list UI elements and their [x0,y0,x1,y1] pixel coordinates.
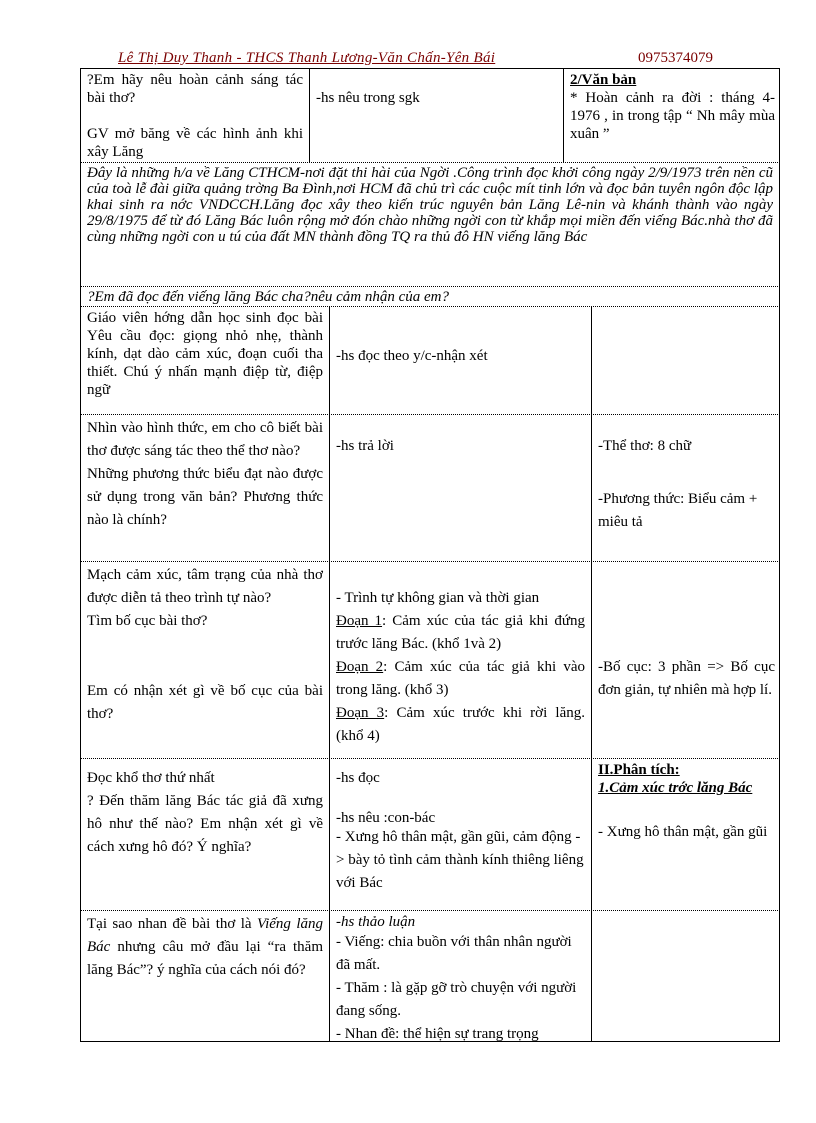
question-line: ?Em đã đọc đến viếng lăng Bác cha?nêu cảm nhận của em? [87,289,449,305]
student-cell [329,307,591,414]
question-text: Em có nhận xét gì về bố cục của bài thơ? [87,683,323,722]
question-text: Tìm bố cục bài thơ? [87,613,208,629]
table-row-stanza-1 [80,759,780,911]
part-text: : Cảm xúc của tác giả khi vào trong lăng. (khổ 3) [336,659,585,698]
part-text: : Cảm xúc trước khi rời lăng. (khổ 4) [336,705,585,744]
notes-cell [563,69,781,162]
student-cell [309,69,563,162]
student-cell [329,415,591,561]
question-text: ? Đến thăm lăng Bác tác giả đã xưng hô như thế nào? Em nhận xét gì về cách xưng hô đó? Ý nghĩa? [87,793,323,855]
table-row-form [80,415,780,562]
part-text: : Cảm xúc của tác giả khi đứng trước lăng Bác. (khổ 1và 2) [336,613,585,652]
teacher-cell [81,69,309,162]
notes-cell [591,562,781,758]
table-row-reading [80,307,780,415]
notes-cell [591,307,781,414]
student-answer: -hs đọc theo y/c-nhận xét [336,348,488,364]
student-answer: - Trình tự không gian và thời gian [336,590,540,606]
info-paragraph: Đây là những h/a về Lăng CTHCM-nơi đặt thi hài của Ngời .Công trình đọc khởi công ngày 2/9/1973 trên nền cũ của toà lễ đài giữa quảng trờng Ba Đình,nơi HCM đã chủ trì các cuộc mít tinh lớn và đọc bản tuyên ngôn độc lập khai sinh ra nớc VNDCCH.Lăng đọc xây theo kiến trúc nguyên bản Lăng Lê-nin và khánh thành vào ngày 29/8/1975 để từ đó Lăng Bác luôn rộng mở đón chào những ngời con từ khắp mọi miền đến viếng Bác.nhà thơ đã cùng những ngời con u tú của đất MN thành đồng TQ ra thủ đô HN viếng lăng Bác [87,165,773,245]
student-cell [329,759,591,910]
note-text: -Thể thơ: 8 chữ [598,438,692,454]
notes-cell [591,911,781,1041]
teacher-instruction: Giáo viên hớng dẫn học sinh đọc bài Yêu cầu đọc: giọng nhỏ nhẹ, thành kính, dạt dào cảm xúc, đoạn cuối tha thiết. Chú ý nhấn mạnh điệp từ, điệp ngữ [87,310,323,398]
teacher-cell [81,307,329,414]
poem-title: Viếng lăng Bác [87,916,323,955]
teacher-cell [81,911,329,1041]
question-text: Mạch cảm xúc, tâm trạng của nhà thơ được diễn tả theo trình tự nào? [87,567,323,606]
author-line: Lê Thị Duy Thanh - THCS Thanh Lương-Văn Chấn-Yên Bái [118,50,496,66]
question-text-part: Tại sao nhan đề bài thơ là [87,916,258,932]
table-row-title [80,911,780,1042]
structure-part-2 [336,656,585,702]
table-row-context [80,68,780,163]
part-label: Đoạn 3 [336,705,385,721]
table-row-info [80,163,780,287]
teacher-cell [81,759,329,910]
lesson-table [80,68,780,1042]
notes-cell [591,415,781,561]
note-text: - Xưng hô thân mật, gần gũi [598,824,768,840]
notes-cell [591,759,781,910]
question-text: ?Em hãy nêu hoàn cảnh sáng tác bài thơ? [87,72,303,106]
student-answer: -hs nêu :con-bác [336,810,436,826]
section-heading: II.Phân tích: [598,762,680,778]
note-text: -Bố cục: 3 phần => Bố cục đơn giản, tự nhiên mà hợp lí. [598,659,775,698]
student-answer: - Viếng: chia buồn với thân nhân người đã mất. [336,934,572,973]
student-answer: -hs thảo luận [336,914,416,930]
question-text [87,913,323,982]
teacher-cell [81,562,329,758]
subsection-heading: 1.Cảm xúc trớc lăng Bác [598,780,753,796]
page-header [80,50,780,70]
student-cell [329,562,591,758]
student-answer: -hs nêu trong sgk [316,90,420,106]
question-text: Nhìn vào hình thức, em cho cô biết bài thơ được sáng tác theo thể thơ nào? [87,420,323,459]
question-text-part: nhưng câu mở đầu lại “ra thăm lăng Bác”? ý nghĩa của cách nói đó? [87,939,323,978]
part-label: Đoạn 2 [336,659,384,675]
student-answer: - Xưng hô thân mật, gần gũi, cảm động -> bày tỏ tình cảm thành kính thiêng liêng với Bác [336,829,584,891]
structure-part-3 [336,702,585,748]
student-answer: -hs đọc [336,770,380,786]
student-cell [329,911,591,1041]
student-answer: - Thăm : là gặp gỡ trò chuyện với người đang sống. [336,980,577,1019]
part-label: Đoạn 1 [336,613,383,629]
teacher-instruction: GV mở băng về các hình ảnh khi xây Lăng [87,126,303,160]
note-text: -Phương thức: Biểu cảm + miêu tả [598,491,758,530]
section-heading: 2/Văn bản [570,72,637,88]
teacher-instruction: Đọc khổ thơ thứ nhất [87,770,215,786]
student-answer: -hs trả lời [336,438,394,454]
student-answer: - Nhan đề: thể hiện sự trang trọng [336,1026,539,1041]
teacher-cell [81,415,329,561]
question-text: Những phương thức biểu đạt nào được sử dụng trong văn bản? Phương thức nào là chính? [87,466,323,528]
table-row-structure [80,562,780,759]
table-row-question [80,287,780,307]
phone-number: 0975374079 [638,50,713,66]
structure-part-1 [336,610,585,656]
note-text: * Hoàn cảnh ra đời : tháng 4- 1976 , in trong tập “ Nh mây mùa xuân ” [570,90,775,142]
